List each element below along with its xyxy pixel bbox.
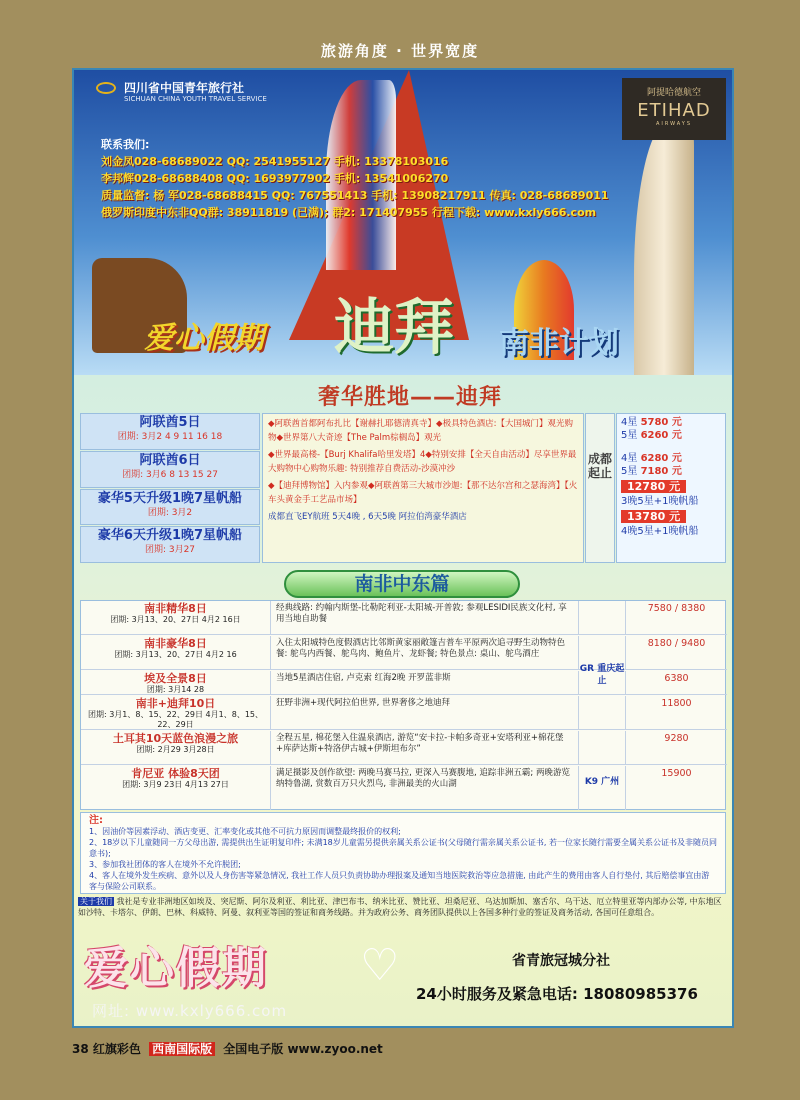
tour-name-cell: [81, 766, 271, 810]
magazine-name: 红旗彩色: [92, 1042, 141, 1056]
tour-row: [81, 731, 727, 765]
tour-price: 8180 / 9480: [625, 636, 727, 669]
dubai-itinerary: [262, 413, 584, 563]
price-label: 4星: [621, 417, 638, 428]
tour-name: 南非精华8日: [144, 602, 207, 615]
tour-desc: 满足摄影及创作欲望: 两晚马赛马拉, 更深入马赛腹地, 追踪非洲五霸; 两晚游览纳特鲁湖, 赏数百万只火烈鸟, 非洲最美的火山湖: [273, 766, 579, 810]
contact-block: [101, 136, 701, 221]
tour-name: 豪华5天升级1晚7星帆船: [97, 491, 243, 506]
contact-heading: 联系我们:: [101, 138, 150, 151]
tour-price: 9280: [625, 731, 727, 764]
price-label: 3晚5星+1晚帆船: [621, 496, 699, 507]
tour-row: [81, 671, 727, 695]
tour-row: [80, 489, 260, 525]
agency-name-en: SICHUAN CHINA YOUTH TRAVEL SERVICE: [124, 95, 267, 103]
notes-block: [80, 812, 726, 894]
etihad-logo: [622, 78, 726, 140]
tour-name: 土耳其10天蓝色浪漫之旅: [112, 732, 239, 745]
brand-logo-text: 爱心假期: [84, 943, 268, 994]
tour-row: [81, 696, 727, 730]
tour-dates: 团期: 3月6 8 13 15 27: [122, 470, 218, 480]
tour-row: [80, 451, 260, 488]
edition-link[interactable]: 全国电子版 www.zyoo.net: [223, 1042, 383, 1056]
airline-name-cn: 阿提哈德航空: [646, 88, 701, 98]
website-link[interactable]: 网址: www.kxly666.com: [92, 1002, 288, 1020]
itinerary-line: ◆【迪拜博物馆】入内参观◆阿联酋第三大城市沙迦:【那不达尔宫和之瑟海湾】【火车头黄金手工艺品市场】: [268, 481, 578, 505]
tour-name-cell: [81, 671, 271, 694]
page-number: 38: [72, 1042, 89, 1056]
page-slogan: 旅游角度 · 世界宽度: [320, 42, 480, 60]
price-value: 6280 元: [640, 453, 682, 464]
hotline: 24小时服务及紧急电话: 18080985376: [416, 985, 698, 1003]
tour-row: [81, 601, 727, 635]
heart-icon: ♡: [360, 940, 400, 991]
tour-name: 南非+迪拜10日: [135, 697, 216, 710]
note-item: 2、18岁以下儿童随同一方父母出游, 需提供出生证明复印件; 未满18岁儿童需另提供亲属关系公证书(父母随行需亲属关系公证书, 若一位家长随行需要全属关系公证书及非随员同意书);: [89, 838, 717, 858]
advert-page: [72, 68, 734, 1028]
tour-desc: 狂野非洲+现代阿拉伯世界, 世界奢侈之地迪拜: [273, 696, 579, 729]
tour-dates: 团期: 3月1、8、15、22、29日 4月1、8、15、22、29日: [87, 710, 264, 729]
contact-line: 俄罗斯印度中东非QQ群: 38911819 (已满); 群2: 171407955 行程下载: www.kxly666.com: [101, 206, 597, 219]
about-text: 我社是专业非洲地区如埃及、突尼斯、阿尔及利亚、利比亚、津巴布韦、纳米比亚、赞比亚、坦桑尼亚、乌达加斯加、塞舌尔、乌干达、厄立特里亚等内部办公等, 中东地区如沙特、卡塔尔、伊朗、巴林、科威特、阿曼、叙利亚等国的签证和商务线路。并为政府公务、商务团队提供以上各国多种行业的签证及商务活动, 各国可任意组合。: [78, 897, 722, 917]
dubai-tour-table: [80, 413, 726, 563]
tour-dates: 团期: 3月9 23日 4月13 27日: [122, 780, 229, 789]
tour-name: 南非豪华8日: [144, 637, 207, 650]
title-love-holiday: 爱心假期: [144, 321, 264, 356]
title-south-africa: 南非计划: [499, 326, 619, 361]
itinerary-line: 成都直飞EY航班 5天4晚 , 6天5晚 阿拉伯湾豪华酒店: [268, 512, 467, 522]
price-column: [616, 413, 726, 563]
tour-dates: 团期: 2月29 3月28日: [136, 745, 215, 754]
itinerary-line: ◆阿联酋首都阿布扎比【谢赫扎耶德清真寺】◆极具特色酒店:【大国城门】观光购物◆世界第八大奇迹【The Palm棕榈岛】观光: [268, 419, 573, 443]
tour-name: 肯尼亚 体验8天团: [131, 767, 220, 780]
hero-banner: [74, 70, 732, 375]
contact-line: 李邦辉028-68688408 QQ: 1693977902 手机: 13541006270: [101, 172, 449, 185]
price-value: 5780 元: [640, 417, 682, 428]
price-value: 12780 元: [621, 480, 686, 493]
about-tag: 关于我们: [80, 897, 112, 906]
contact-line: 质量监督: 杨 军028-68688415 QQ: 767551413 手机: 13908217911 传真: 028-68689011: [101, 189, 609, 202]
tour-desc: 经典线路: 约翰内斯堡-比勒陀利亚-太阳城-开普敦; 参观LESIDI民族文化村, 享用当地自助餐: [273, 601, 579, 634]
tour-price: 15900: [625, 766, 727, 810]
south-africa-section-title: 南非中东篇: [284, 570, 520, 598]
tour-row: [81, 766, 727, 810]
tour-desc: 全程五星, 棉花堡入住温泉酒店, 游览“安卡拉-卡帕多奇亚+安塔利亚+棉花堡+库萨达斯+特洛伊古城+伊斯坦布尔”: [273, 731, 579, 764]
agency-name: 四川省中国青年旅行社: [124, 81, 245, 95]
note-item: 4、客人在境外发生疾病、意外以及人身伤害等紧急情况, 我社工作人员只负责协助办理报案及通知当地医院救治等应急措施, 由此产生的费用由客人自行垫付, 其后赔偿事宜由游客与保险公司联系。: [89, 871, 710, 891]
price-label: 5星: [621, 466, 638, 477]
tour-dates: 团期: 3月2 4 9 11 16 18: [117, 432, 223, 442]
title-dubai: 迪拜: [334, 293, 454, 363]
branch-name: 省青旅冠城分社: [512, 953, 610, 969]
tour-dates: 团期: 3月2: [147, 508, 193, 518]
tour-name-cell: [81, 696, 271, 729]
tour-desc: 当地5星酒店住宿, 卢克索 红海2晚 开罗蓝非斯: [273, 671, 579, 694]
tour-name-cell: [81, 731, 271, 764]
price-label: 5星: [621, 430, 638, 441]
agency-logo-icon: [96, 82, 116, 94]
tour-price: 6380: [625, 671, 727, 694]
page-footer: [72, 1040, 383, 1056]
depart-chongqing: GR 重庆起止: [579, 664, 625, 686]
tour-row: [81, 636, 727, 670]
price-label: 4星: [621, 453, 638, 464]
tour-name: 阿联酋6日: [139, 453, 201, 468]
note-item: 1、因油价等因素浮动、酒店变更、汇率变化或其他不可抗力原因而调整最终报价的权利;: [89, 827, 401, 836]
price-label: 4晚5星+1晚帆船: [621, 526, 699, 537]
tour-name-cell: [81, 601, 271, 634]
depart-city: 成都起止: [585, 413, 615, 563]
tour-name-cell: [81, 636, 271, 669]
tour-name: 阿联酋5日: [139, 415, 201, 430]
tour-name: 豪华6天升级1晚7星帆船: [97, 528, 243, 543]
tour-dates: 团期: 3月27: [144, 545, 196, 555]
south-africa-tour-table: [80, 600, 726, 810]
tour-dates: 团期: 3月13、20、27日 4月2 16: [114, 650, 237, 659]
section-name: 西南国际版: [149, 1042, 215, 1056]
price-value: 13780 元: [621, 510, 686, 523]
tour-name: 埃及全景8日: [144, 672, 207, 685]
about-us: [78, 896, 728, 918]
itinerary-line: ◆世界最高楼-【Burj Khalifa哈里发塔】4◆特别安排【全天自由活动】尽享世界最大购物中心购物乐趣: 特别推荐自费活动-沙漠冲沙: [268, 450, 577, 474]
depart-guangzhou: K9 广州: [584, 777, 620, 787]
price-value: 7180 元: [640, 466, 682, 477]
tour-desc: 入住太阳城特色度假酒店比邻斯黄家丽敞篷吉普车平原两次追寻野生动物特色餐: 鸵鸟内西餐、鸵鸟肉、鲍鱼片、龙虾餐; 特色景点: 桌山、鸵鸟酒庄: [273, 636, 579, 669]
price-value: 6260 元: [640, 430, 682, 441]
tour-dates: 团期: 3月13、20、27日 4月2 16日: [110, 615, 241, 624]
contact-line: 刘金凤028-68689022 QQ: 2541955127 手机: 13378103016: [101, 155, 449, 168]
tour-row: [80, 526, 260, 563]
airline-sub: AIRWAYS: [655, 121, 693, 127]
tour-dates: 团期: 3月14 28: [146, 685, 205, 694]
luxury-section-title: 奢华胜地——迪拜: [317, 385, 502, 410]
tour-price: 11800: [625, 696, 727, 729]
airline-name-en: ETIHAD: [637, 100, 711, 121]
tour-price: 7580 / 8380: [625, 601, 727, 634]
banner-title: [134, 280, 732, 370]
notes-heading: 注:: [89, 815, 103, 826]
note-item: 3、参加我社团体的客人在境外不允许脱团;: [89, 860, 241, 869]
tour-row: [80, 413, 260, 450]
